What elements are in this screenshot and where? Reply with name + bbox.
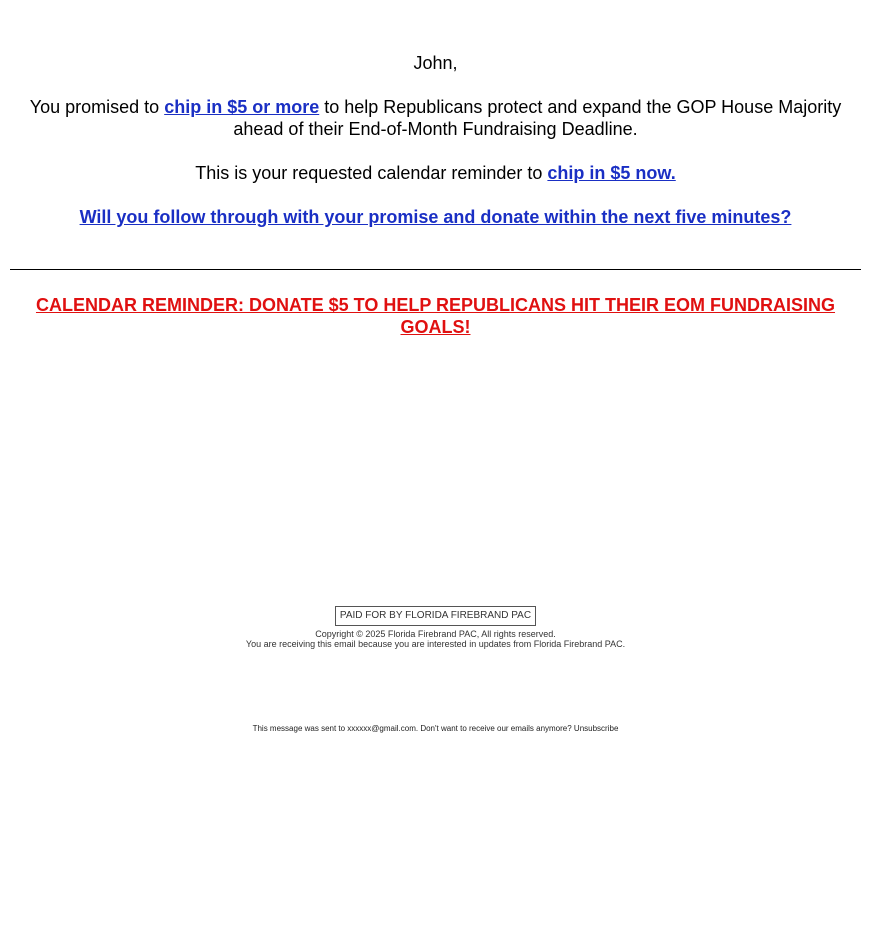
unsubscribe-link[interactable]: Unsubscribe [573, 724, 619, 733]
promise-text-after: to help Republicans protect and expand the GOP House Majority ahead of their End-of-Month Fundraising Deadline. [233, 97, 842, 139]
follow-through-link[interactable]: Will you follow through with your promise and donate within the next five minutes? [79, 207, 792, 227]
chip-in-now-link[interactable]: chip in $5 now. [547, 163, 676, 183]
calendar-reminder-headline [30, 294, 841, 338]
paid-for-disclaimer: PAID FOR BY FLORIDA FIREBRAND PAC [335, 606, 536, 626]
sent-to-footer [0, 724, 871, 734]
receiving-reason-text: You are receiving this email because you are interested in updates from Florida Firebrand PAC. [245, 639, 626, 649]
copyright-text: Copyright © 2025 Florida Firebrand PAC, All rights reserved. [315, 629, 556, 639]
promise-paragraph [20, 96, 851, 140]
sent-to-text: This message was sent to xxxxxx@gmail.com. Don't want to receive our emails anymore? [252, 724, 574, 733]
promise-text-before: You promised to [29, 97, 165, 117]
follow-through-paragraph [0, 206, 871, 228]
reminder-text: This is your requested calendar reminder to [195, 163, 548, 183]
chip-in-link[interactable]: chip in $5 or more [164, 97, 320, 117]
reminder-paragraph [0, 162, 871, 184]
divider [10, 269, 861, 270]
greeting: John, [413, 53, 458, 73]
donate-headline-link[interactable]: CALENDAR REMINDER: DONATE $5 TO HELP REPUBLICANS HIT THEIR EOM FUNDRAISING GOALS! [35, 295, 836, 337]
